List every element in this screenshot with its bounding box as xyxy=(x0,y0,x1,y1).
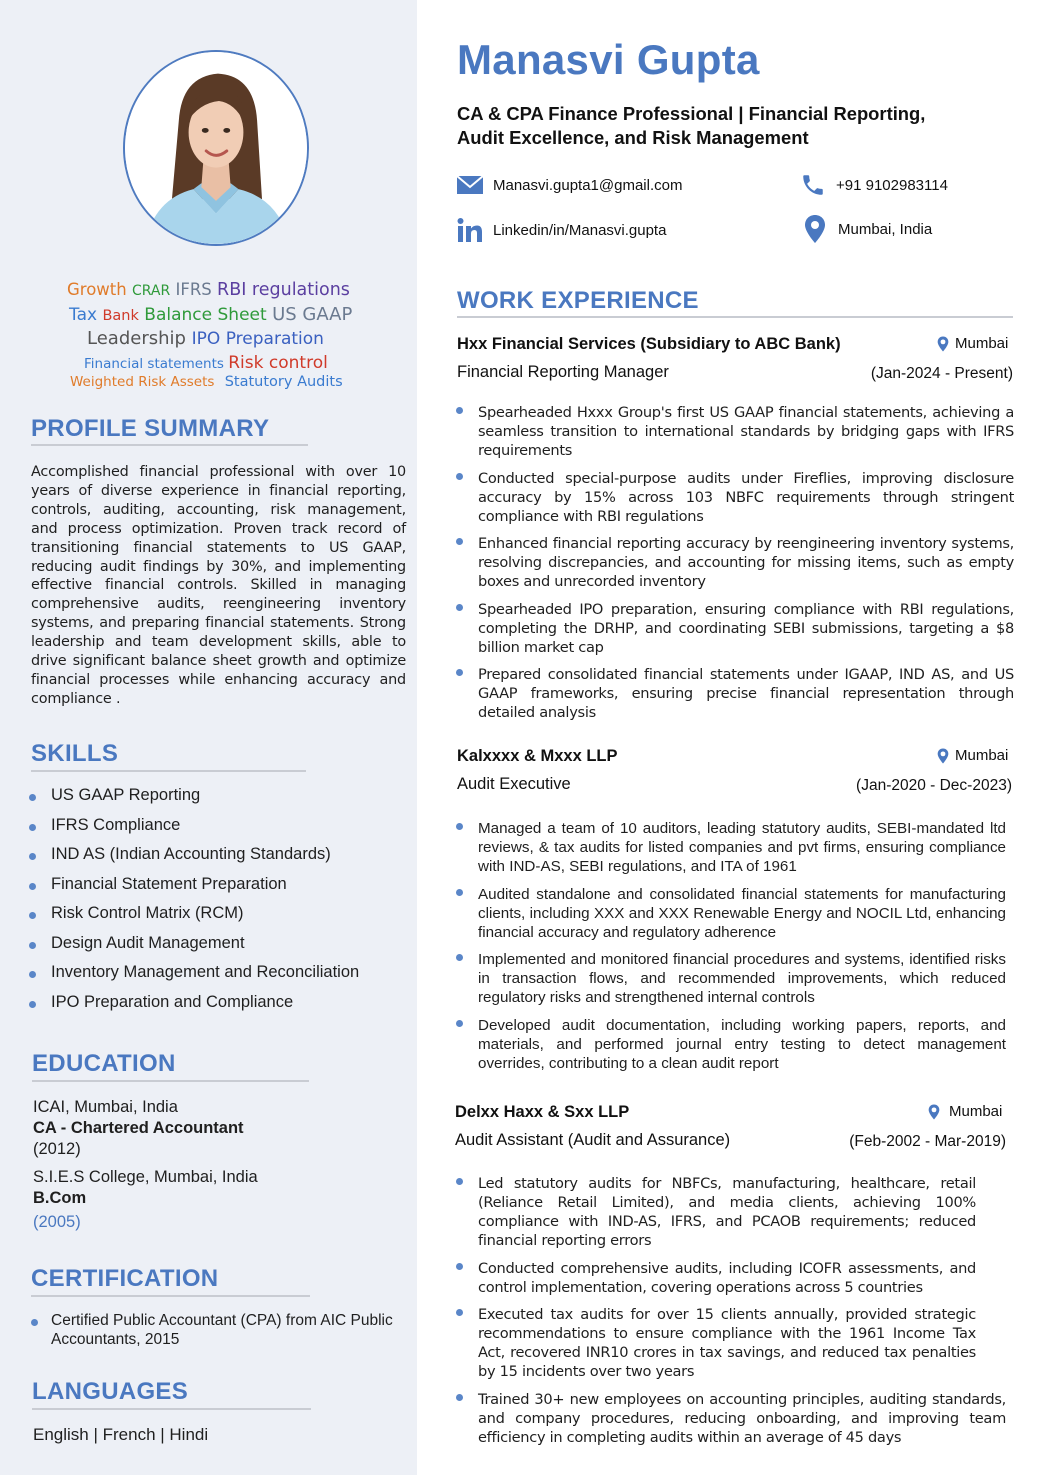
cloud-word: Risk control xyxy=(228,353,328,373)
skills-heading: SKILLS xyxy=(31,740,119,767)
cloud-word: Statutory Audits xyxy=(224,374,343,390)
skill-item: Risk Control Matrix (RCM) xyxy=(29,904,359,934)
section-divider xyxy=(32,1080,309,1082)
job-location xyxy=(928,1103,1002,1120)
education-year: (2012) xyxy=(33,1140,81,1158)
job-bullets xyxy=(456,403,1014,731)
job-location-text: Mumbai xyxy=(955,335,1009,352)
phone-contact[interactable] xyxy=(798,171,948,199)
job-role: Audit Executive xyxy=(457,775,571,793)
job-dates: (Jan-2020 - Dec-2023) xyxy=(856,777,1012,794)
candidate-headline xyxy=(457,102,997,150)
linkedin-contact[interactable] xyxy=(455,216,666,244)
candidate-name: Manasvi Gupta xyxy=(457,36,760,83)
certification-heading: CERTIFICATION xyxy=(31,1265,219,1292)
job-bullet: Trained 30+ new employees on accounting principles, auditing standards, and company procedures, reducing onboarding, and improving team efficiency in completing audits within an average of 45 days xyxy=(456,1390,1006,1447)
job-dates: (Feb-2002 - Mar-2019) xyxy=(849,1133,1006,1150)
job-company: Hxx Financial Services (Subsidiary to ABC Bank) xyxy=(457,335,841,353)
cloud-word: IFRS xyxy=(175,280,212,299)
email-text[interactable]: Manasvi.gupta1@gmail.com xyxy=(493,176,683,194)
profile-summary-heading: PROFILE SUMMARY xyxy=(31,415,270,442)
skill-item: Financial Statement Preparation xyxy=(29,875,359,905)
job-bullet: Spearheaded IPO preparation, ensuring compliance with RBI regulations, completing the DRHP, and coordinating SEBI submissions, targeting a $8 billion market cap xyxy=(456,600,1014,657)
job-location xyxy=(937,747,1008,764)
education-institution: S.I.E.S College, Mumbai, India xyxy=(33,1168,258,1186)
job-bullets xyxy=(456,1174,1006,1455)
map-pin-icon xyxy=(800,215,830,243)
skill-item: IND AS (Indian Accounting Standards) xyxy=(29,845,359,875)
work-experience-heading: WORK EXPERIENCE xyxy=(457,287,699,314)
skills-list xyxy=(29,786,359,1022)
education-year: (2005) xyxy=(33,1213,81,1231)
email-contact[interactable] xyxy=(455,171,682,199)
profile-summary-text: Accomplished financial professional with over 10 years of diverse experience in financial reporting, controls, auditing, accounting, risk management, and process optimization. Proven track record of transitioning financial statements to US GAAP, reducing audit findings by 30%, and implementing effective financial controls. Skilled in managing comprehensive audits, reengineering inventory systems, and preparing financial statements. Strong leadership and team development skills, able to drive significant balance sheet growth and optimize financial processes while enhancing accuracy and compliance . xyxy=(31,464,406,707)
cloud-word: RBI regulations xyxy=(217,280,350,300)
phone-icon xyxy=(798,171,828,199)
section-divider xyxy=(32,1408,311,1410)
job-bullet: Managed a team of 10 auditors, leading statutory audits, SEBI-mandated ltd reviews, & tax audits for listed companies and pvt firms, ensuring compliance with IND-AS, SEBI regulations, and ITA of 1961 xyxy=(456,819,1006,876)
education-entry xyxy=(33,1097,244,1160)
cloud-word: Weighted Risk Assets xyxy=(70,374,215,390)
education-heading: EDUCATION xyxy=(32,1050,176,1077)
skill-item: US GAAP Reporting xyxy=(29,786,359,816)
job-role: Audit Assistant (Audit and Assurance) xyxy=(455,1131,731,1149)
phone-text[interactable]: +91 9102983114 xyxy=(836,176,948,194)
education-degree: B.Com xyxy=(33,1189,87,1207)
job-bullet: Enhanced financial reporting accuracy by reengineering inventory systems, resolving discrepancies, and accounting for missing items, such as empty boxes and unrecorded inventory xyxy=(456,534,1014,591)
linkedin-icon xyxy=(455,216,485,244)
job-dates: (Jan-2024 - Present) xyxy=(870,365,1013,382)
job-bullet: Conducted special-purpose audits under Fireflies, improving disclosure accuracy by 15% across 103 NBFC requirements through stringent compliance with RBI regulations xyxy=(456,469,1014,526)
job-role: Financial Reporting Manager xyxy=(457,363,669,381)
map-pin-icon xyxy=(937,336,949,352)
job-location-text: Mumbai xyxy=(949,1103,1003,1120)
cloud-word: Financial statements xyxy=(84,356,224,372)
word-cloud-line-5 xyxy=(70,374,343,390)
word-cloud-line-4 xyxy=(84,353,328,373)
education-institution: ICAI, Mumbai, India xyxy=(33,1098,178,1116)
job-location xyxy=(937,335,1008,352)
skill-item: Design Audit Management xyxy=(29,934,359,964)
map-pin-icon xyxy=(937,748,949,764)
cloud-word: IPO Preparation xyxy=(191,329,324,349)
job-company: Delxx Haxx & Sxx LLP xyxy=(455,1103,630,1121)
education-entry xyxy=(33,1167,258,1233)
certification-list xyxy=(31,1311,411,1349)
languages-text: English | French | Hindi xyxy=(33,1425,209,1444)
job-company: Kalxxxx & Mxxx LLP xyxy=(457,747,618,765)
word-cloud-line-1 xyxy=(67,280,350,300)
headline-line: Audit Excellence, and Risk Management xyxy=(457,127,809,148)
profile-photo xyxy=(123,50,309,246)
headline-line: CA & CPA Finance Professional | Financial Reporting, xyxy=(457,103,926,124)
job-bullet: Prepared consolidated financial statements under IGAAP, IND AS, and US GAAP frameworks, ensuring precise financial representation through detailed analysis xyxy=(456,665,1014,722)
skill-item: IPO Preparation and Compliance xyxy=(29,993,359,1023)
cloud-word: Tax xyxy=(69,305,98,325)
job-bullet: Conducted comprehensive audits, including ICOFR assessments, and control implementation, covering operations across 5 countries xyxy=(456,1259,976,1297)
map-pin-icon xyxy=(928,1104,940,1120)
section-divider xyxy=(457,316,1013,318)
linkedin-text[interactable]: Linkedin/in/Manasvi.gupta xyxy=(493,221,667,239)
cloud-word: US GAAP xyxy=(272,304,353,325)
job-bullet: Audited standalone and consolidated financial statements for manufacturing clients, including XXX and XXX Renewable Energy and NOCIL Ltd, enhancing financial accuracy and regulatory adherence xyxy=(456,885,1006,942)
word-cloud-line-3 xyxy=(87,328,324,349)
education-degree: CA - Chartered Accountant xyxy=(33,1119,244,1137)
section-divider xyxy=(31,1295,310,1297)
mail-icon xyxy=(455,171,485,199)
word-cloud-line-2 xyxy=(69,304,352,325)
sidebar xyxy=(0,0,417,1475)
job-bullet: Executed tax audits for over 15 clients annually, provided strategic recommendations to ensure compliance with the 1961 Income Tax Act, recovered INR10 crores in tax savings, and reduced tax penalties by 15 incidents over two years xyxy=(456,1305,976,1381)
location-contact xyxy=(800,215,932,243)
job-bullet: Led statutory audits for NBFCs, manufacturing, healthcare, retail (Reliance Retail Limited), and media clients, achieving 100% compliance with IND-AS, IFRS, and PCAOB requirements; reduced financial reporting errors xyxy=(456,1174,976,1250)
cloud-word: Balance Sheet xyxy=(144,305,267,325)
cloud-word: Bank xyxy=(102,308,139,324)
job-bullet: Spearheaded Hxxx Group's first US GAAP financial statements, achieving a seamless transition to international standards by bridging gaps with IFRS requirements xyxy=(456,403,1014,460)
job-bullet: Implemented and monitored financial procedures and systems, identified risks in transaction flows, and recommended improvements, which reduced regulatory risks and strengthened internal controls xyxy=(456,950,1006,1007)
languages-heading: LANGUAGES xyxy=(32,1378,189,1405)
job-location-text: Mumbai xyxy=(955,747,1009,764)
certification-item: Certified Public Accountant (CPA) from AIC Public Accountants, 2015 xyxy=(31,1311,411,1349)
cloud-word: Growth xyxy=(67,280,127,299)
section-divider xyxy=(31,444,308,446)
cloud-word: CRAR xyxy=(131,283,171,299)
job-bullet: Developed audit documentation, including working papers, reports, and materials, and performed journal entry testing to detect management overrides, contributing to a clean audit report xyxy=(456,1016,1006,1073)
skill-item: Inventory Management and Reconciliation xyxy=(29,963,359,993)
skill-item: IFRS Compliance xyxy=(29,816,359,846)
cloud-word: Leadership xyxy=(87,328,186,349)
profile-photo-illustration xyxy=(125,52,307,244)
section-divider xyxy=(31,770,306,772)
location-text: Mumbai, India xyxy=(838,220,933,238)
job-bullets xyxy=(456,819,1006,1081)
